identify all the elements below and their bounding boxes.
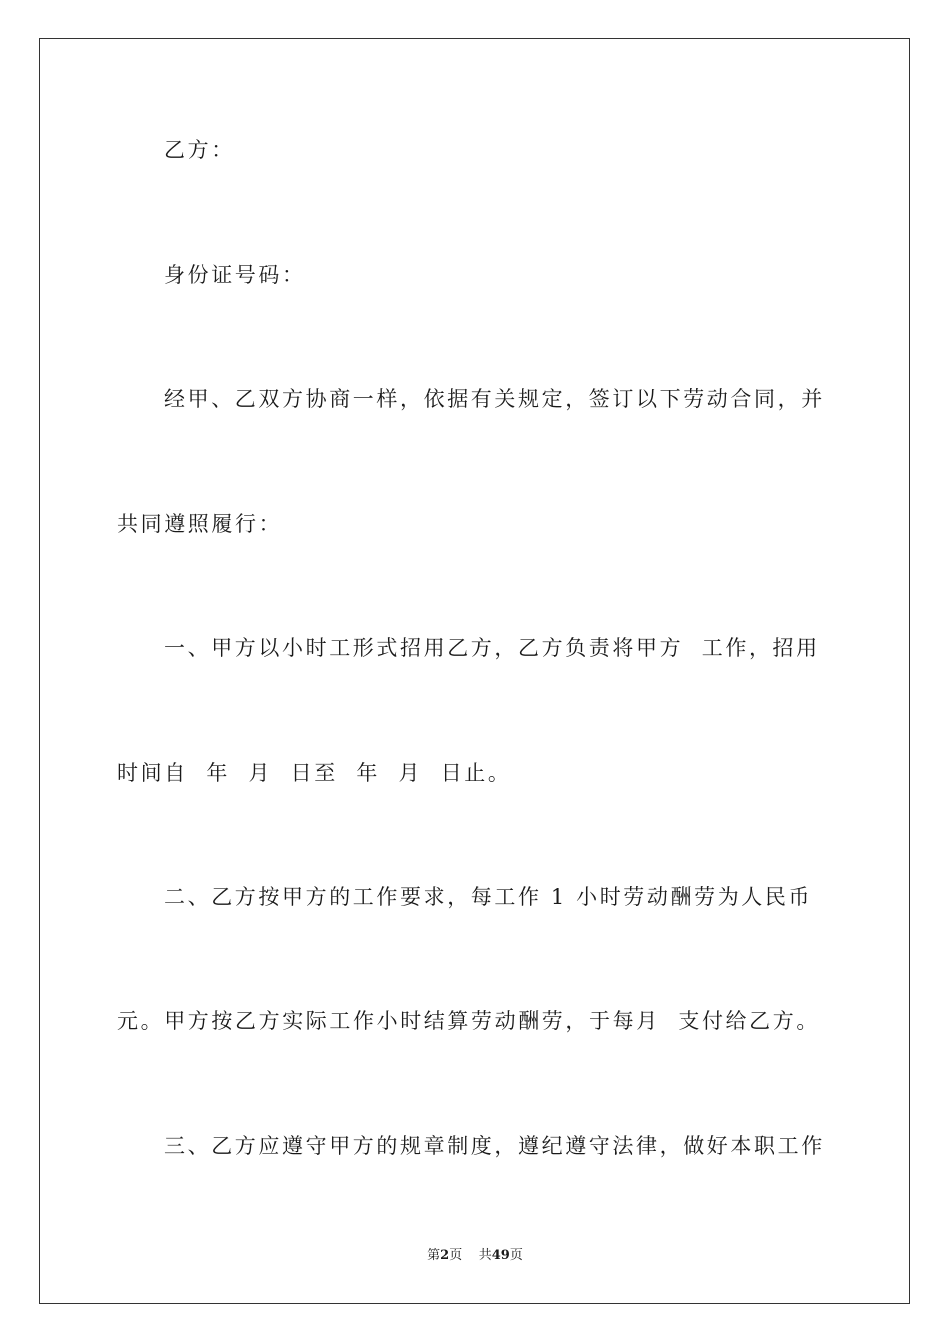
preamble-line-1: 经甲、乙双方协商一样，依据有关规定，签订以下劳动合同，并 bbox=[164, 387, 825, 411]
footer-page-prefix: 第 bbox=[427, 1248, 441, 1263]
clause-3-line-1: 三、乙方应遵守甲方的规章制度，遵纪遵守法律，做好本职工作 bbox=[164, 1134, 825, 1158]
footer-page-number: 2 bbox=[440, 1248, 450, 1263]
footer-total-suffix: 页 bbox=[509, 1248, 523, 1263]
footer-total-prefix: 共 bbox=[478, 1248, 492, 1263]
preamble-line-2: 共同遵照履行： bbox=[117, 512, 283, 536]
page-footer bbox=[0, 1247, 950, 1265]
clause-1-line-1: 一、甲方以小时工形式招用乙方，乙方负责将甲方 工作，招用 bbox=[164, 636, 820, 660]
page-frame bbox=[39, 38, 910, 1304]
clause-2-line-1: 二、乙方按甲方的工作要求，每工作 1 小时劳动酬劳为人民币 bbox=[164, 885, 813, 909]
footer-page-suffix: 页 bbox=[449, 1248, 463, 1263]
clause-2-line-2: 元。甲方按乙方实际工作小时结算劳动酬劳，于每月 支付给乙方。 bbox=[117, 1009, 820, 1033]
clause-1-line-2: 时间自 年 月 日至 年 月 日止。 bbox=[117, 761, 512, 785]
id-number-label: 身份证号码： bbox=[164, 263, 306, 287]
party-b-label: 乙方： bbox=[164, 138, 235, 162]
footer-total-pages: 49 bbox=[491, 1248, 510, 1263]
